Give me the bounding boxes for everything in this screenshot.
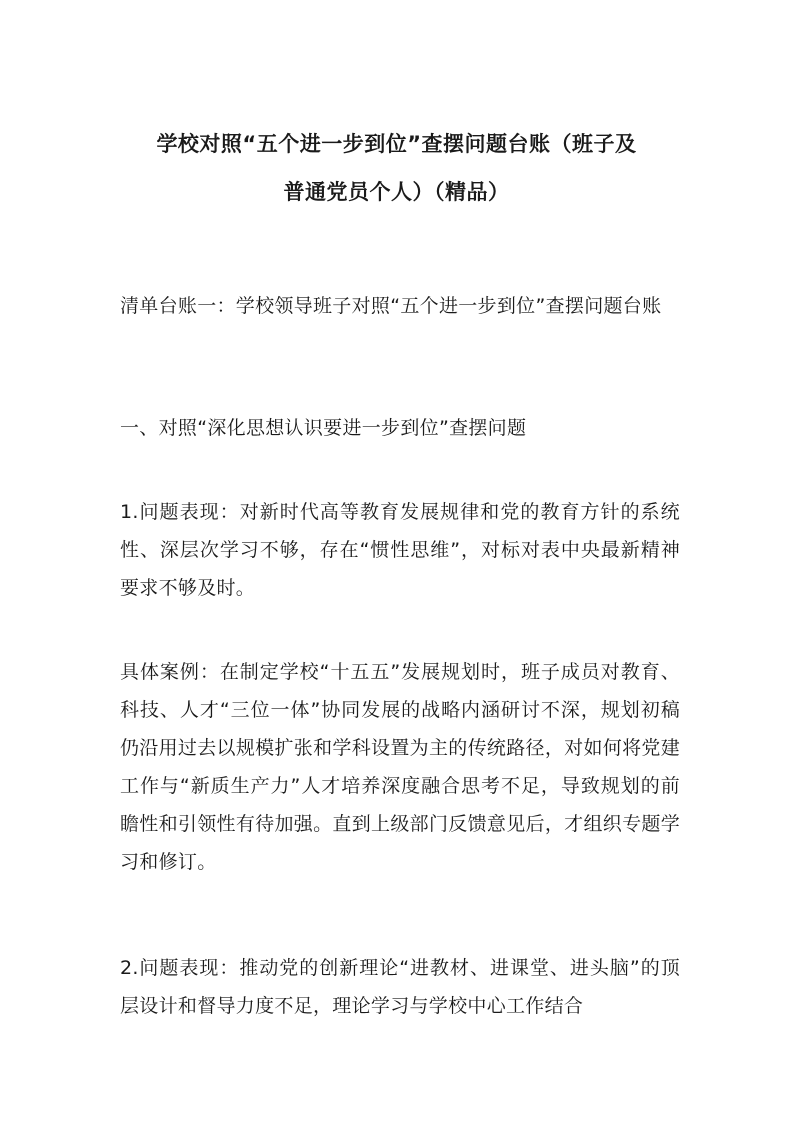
document-title-line-1: 学校对照“五个进一步到位”查摆问题台账（班子及 xyxy=(156,132,637,156)
case-paragraph-1: 具体案例：在制定学校“十五五”发展规划时，班子成员对教育、科技、人才“三位一体”协同发展的战略内涵研讨不深，规划初稿仍沿用过去以规模扩张和学科设置为主的传统路径，对如何将党建工作与“新质生产力”人才培养深度融合思考不足，导致规划的前瞻性和引领性有待加强。直到上级部门反馈意见后，才组织专题学习和修订。 xyxy=(120,661,680,873)
list-title-paragraph: 清单台账一：学校领导班子对照“五个进一步到位”查摆问题台账 xyxy=(120,295,662,317)
document-title-line-2: 普通党员个人）（精品） xyxy=(283,180,510,204)
problem-paragraph-2: 2.问题表现：推动党的创新理论“进教材、进课堂、进头脑”的顶层设计和督导力度不足，理论学习与学校中心工作结合 xyxy=(120,957,680,1017)
section-heading-1: 一、对照“深化思想认识要进一步到位”查摆问题 xyxy=(120,417,527,439)
problem-paragraph-1: 1.问题表现：对新时代高等教育发展规律和党的教育方针的系统性、深层次学习不够，存在“惯性思维”，对标对表中央最新精神要求不够及时。 xyxy=(120,501,680,599)
